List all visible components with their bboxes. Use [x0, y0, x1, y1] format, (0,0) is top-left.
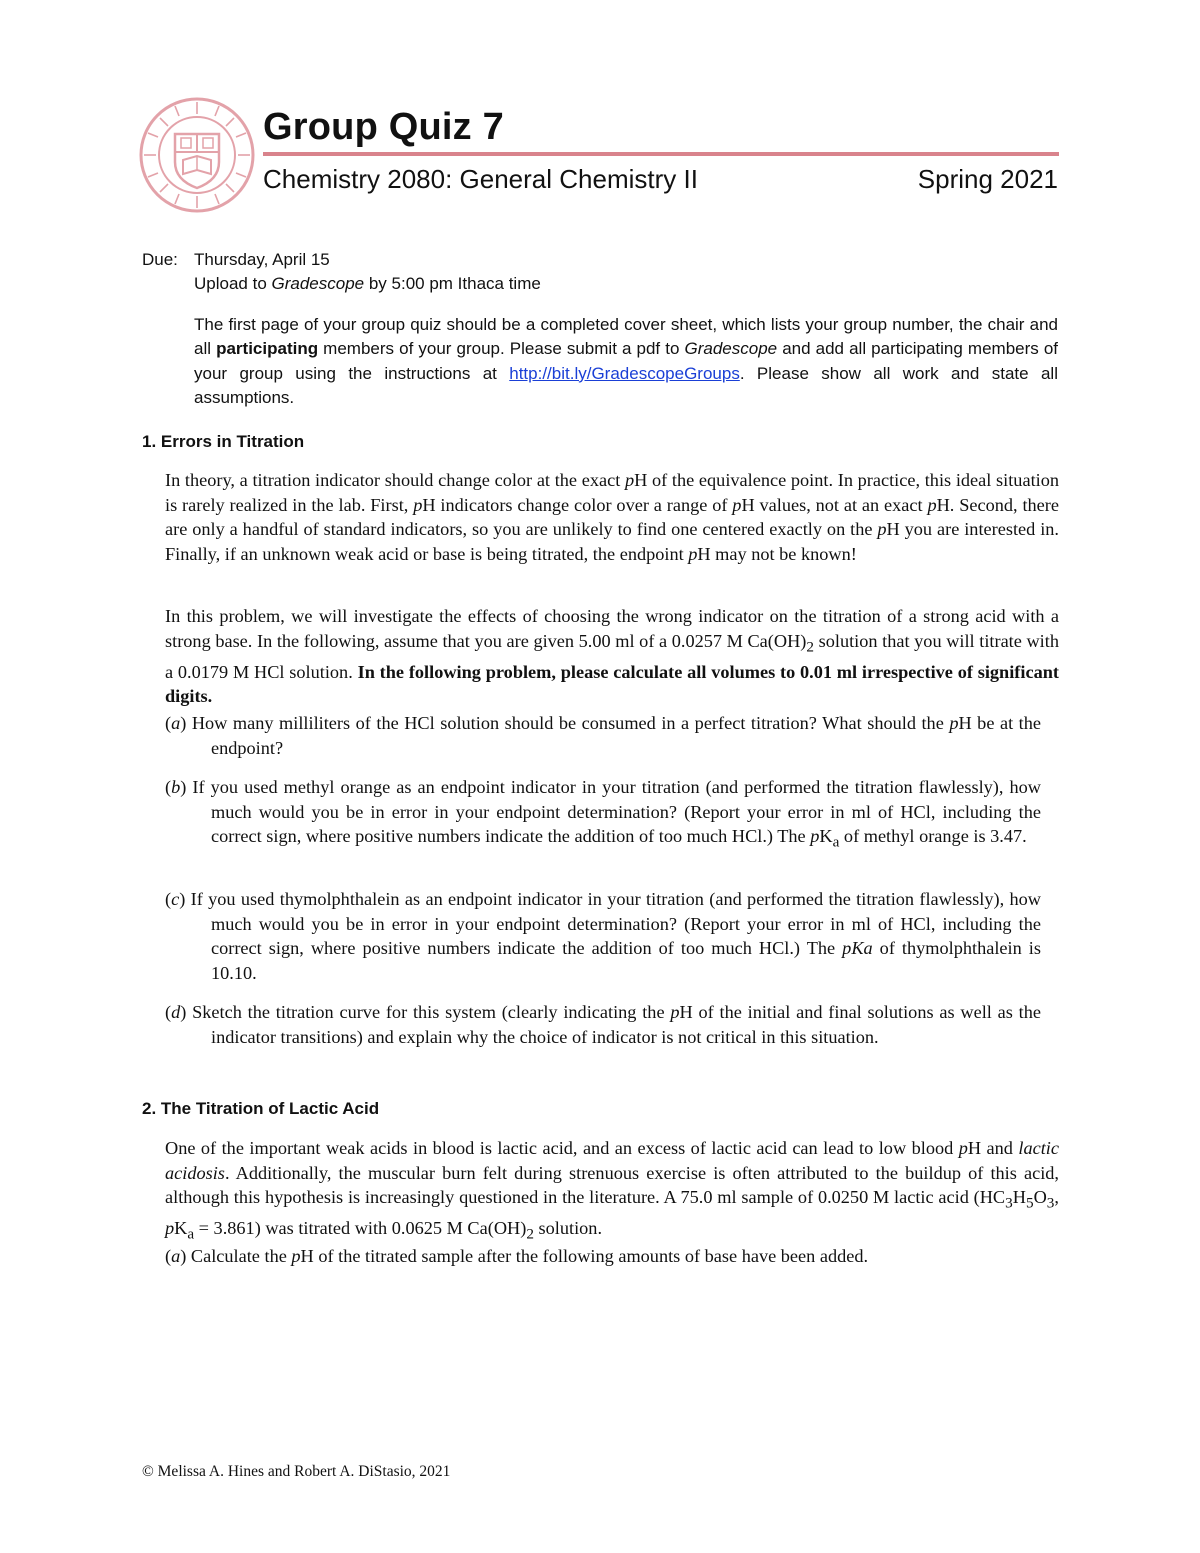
gradescope-groups-link[interactable]: http://bit.ly/GradescopeGroups	[509, 363, 740, 383]
q1-part-b: (b) If you used methyl orange as an endpoint indicator in your titration (and performed the titration flawlessly), how much would you be in error in your endpoint determination? (Report your error in ml of HCl, including the correct sign, where positive numbers indicate the addition of too much HCl.) The $pK_a$ of methyl orange is 3.47.	[165, 777, 1041, 851]
q1-part-c: (c) If you used thymolphthalein as an endpoint indicator in your titration (and performed the titration flawlessly), how much would you be in error in your endpoint determination? (Report your error in ml of HCl, including the correct sign, where positive numbers indicate the addition of too much HCl.) The pKa of thymolphthalein is 10.10.	[165, 889, 1041, 983]
intro-paragraph: The first page of your group quiz should be a completed cover sheet, which lists your group number, the chair and all participating members of your group. Please submit a pdf to Gradescope and add all participating members of your group using the instructions at http://bit.ly/GradescopeGroups. Please show all work and state all assumptions.	[194, 315, 1059, 407]
q1-part-d: (d) Sketch the titration curve for this system (clearly indicating the pH of the initial and final solutions as well as the indicator transitions) and explain why the choice of indicator is not critical in this situation.	[165, 1002, 1042, 1047]
course-name: Chemistry 2080: General Chemistry II	[263, 164, 698, 194]
term-label: Spring 2021	[917, 164, 1058, 194]
q1-paragraph-2: In this problem, we will investigate the effects of choosing the wrong indicator on the titration of a strong acid with a strong base. In the following, assume that you are given 5.00 ml of a 0.0257 M $Ca(OH)_2$ solution that you will titrate with a 0.0179 M HCl solution. In the following problem, please calculate all volumes to 0.01 ml irrespective of significant digits.	[165, 606, 1059, 707]
page-title: Group Quiz 7	[263, 106, 504, 148]
due-label: Due:	[142, 250, 178, 269]
due-date: Thursday, April 15	[194, 250, 330, 269]
section-heading-lactic-acid: 2. The Titration of Lactic Acid	[142, 1099, 380, 1118]
cornell-seal-logo	[138, 96, 256, 214]
q2-paragraph: One of the important weak acids in blood is lactic acid, and an excess of lactic acid can lead to low blood pH and lactic acidosis. Additionally, the muscular burn felt during strenuous exercise is often attributed to the buildup of this acid, although this hypothesis is increasingly questioned in the literature. A 75.0 ml sample of 0.0250 M lactic acid ($HC_3H_5O_3$, $pK_a = 3.861$) was titrated with 0.0625 M $Ca(OH)_2$ solution.	[165, 1138, 1059, 1244]
q2-part-a: (a) Calculate the pH of the titrated sample after the following amounts of base have been added.	[165, 1246, 869, 1266]
copyright-footer: © Melissa A. Hines and Robert A. DiStasio, 2021	[142, 1463, 451, 1480]
upload-instructions: Upload to Gradescope by 5:00 pm Ithaca time	[194, 274, 541, 293]
title-divider	[263, 152, 1059, 156]
q1-part-a: (a) How many milliliters of the HCl solution should be consumed in a perfect titration? What should the pH be at the endpoint?	[165, 713, 1041, 758]
section-heading-errors-in-titration: 1. Errors in Titration	[142, 432, 305, 451]
q1-paragraph-1: In theory, a titration indicator should change color at the exact pH of the equivalence point. In practice, this ideal situation is rarely realized in the lab. First, pH indicators change color over a range of pH values, not at an exact pH. Second, there are only a handful of standard indicators, so you are unlikely to find one centered exactly on the pH you are interested in. Finally, if an unknown weak acid or base is being titrated, the endpoint pH may not be known!	[165, 470, 1060, 564]
